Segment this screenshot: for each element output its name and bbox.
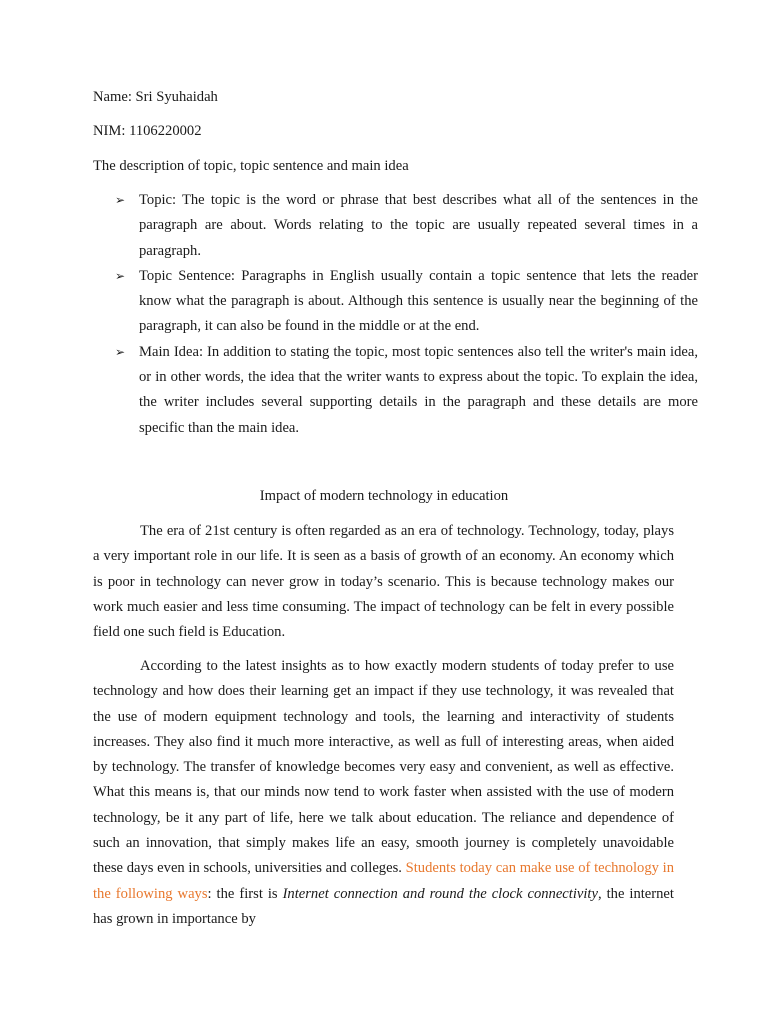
list-item-text: Main Idea: In addition to stating the topic, most topic sentences also tell the writer's main idea, or in other words, the idea that the writer wants to express about the topic. To explain the idea, the writer includes several supporting details in the paragraph and these details are more specific than the main idea. [139,343,698,436]
italic-phrase: Internet connection and round the clock connectivity [282,885,598,902]
arrowhead-bullet-icon: ➢ [115,268,126,283]
list-item-topic [115,188,698,264]
list-item-topic-sentence [115,264,698,340]
highlighted-phrase: Students today can make use of technology in the following ways [93,860,674,902]
paragraph-2-text-end: , the internet has grown in importance by [93,885,674,927]
arrowhead-bullet-icon: ➢ [115,193,126,207]
list-item-text: Topic Sentence: Paragraphs in English usually contain a topic sentence that lets the reader know what the paragraph is about. Although this sentence is usually near the beginning of the paragraph, it can also be found in the middle or at the end. [139,267,698,335]
description-title: The description of topic, topic sentence and main idea [93,158,409,174]
list-item-text: Topic: The topic is the word or phrase that best describes what all of the sentences in the paragraph are about. Words relating to the topic are usually repeated several times in a paragraph. [139,192,698,259]
arrowhead-bullet-icon: ➢ [115,344,126,359]
paragraph-2-text: According to the latest insights as to how exactly modern students of today prefer to use technology and how does their learning get an impact if they use technology, it was revealed that the use of modern equipment technology and tools, the learning and interactivity of students increases. They also find it much more interactive, as well as full of interesting areas, when aided by technology. The transfer of knowledge becomes very easy and convenient, as well as effective. What this means is, that our minds now tend to work faster when assisted with the use of modern technology, be it any part of life, here we talk about education. The reliance and dependence of such an innovation, that simply makes life an easy, smooth journey is completely unavoidable these days even in schools, universities and colleges. [93,658,674,877]
essay-paragraph-2 [93,654,674,932]
list-item-main-idea [115,340,698,441]
paragraph-2-text-middle: : the first is [207,885,283,902]
nim-line: NIM: 1106220002 [93,123,202,139]
author-name-line: Name: Sri Syuhaidah [93,89,218,105]
definition-list [0,188,768,441]
essay-title: Impact of modern technology in education [259,488,509,504]
essay-paragraph-1: The era of 21st century is often regarded as an era of technology. Technology, today, plays a very important role in our life. It is seen as a basis of growth of an economy. An economy which is poor in technology can never grow in today’s scenario. This is because technology makes our work much easier and less time consuming. The impact of technology can be felt in every possible field one such field is Education. [93,523,674,641]
